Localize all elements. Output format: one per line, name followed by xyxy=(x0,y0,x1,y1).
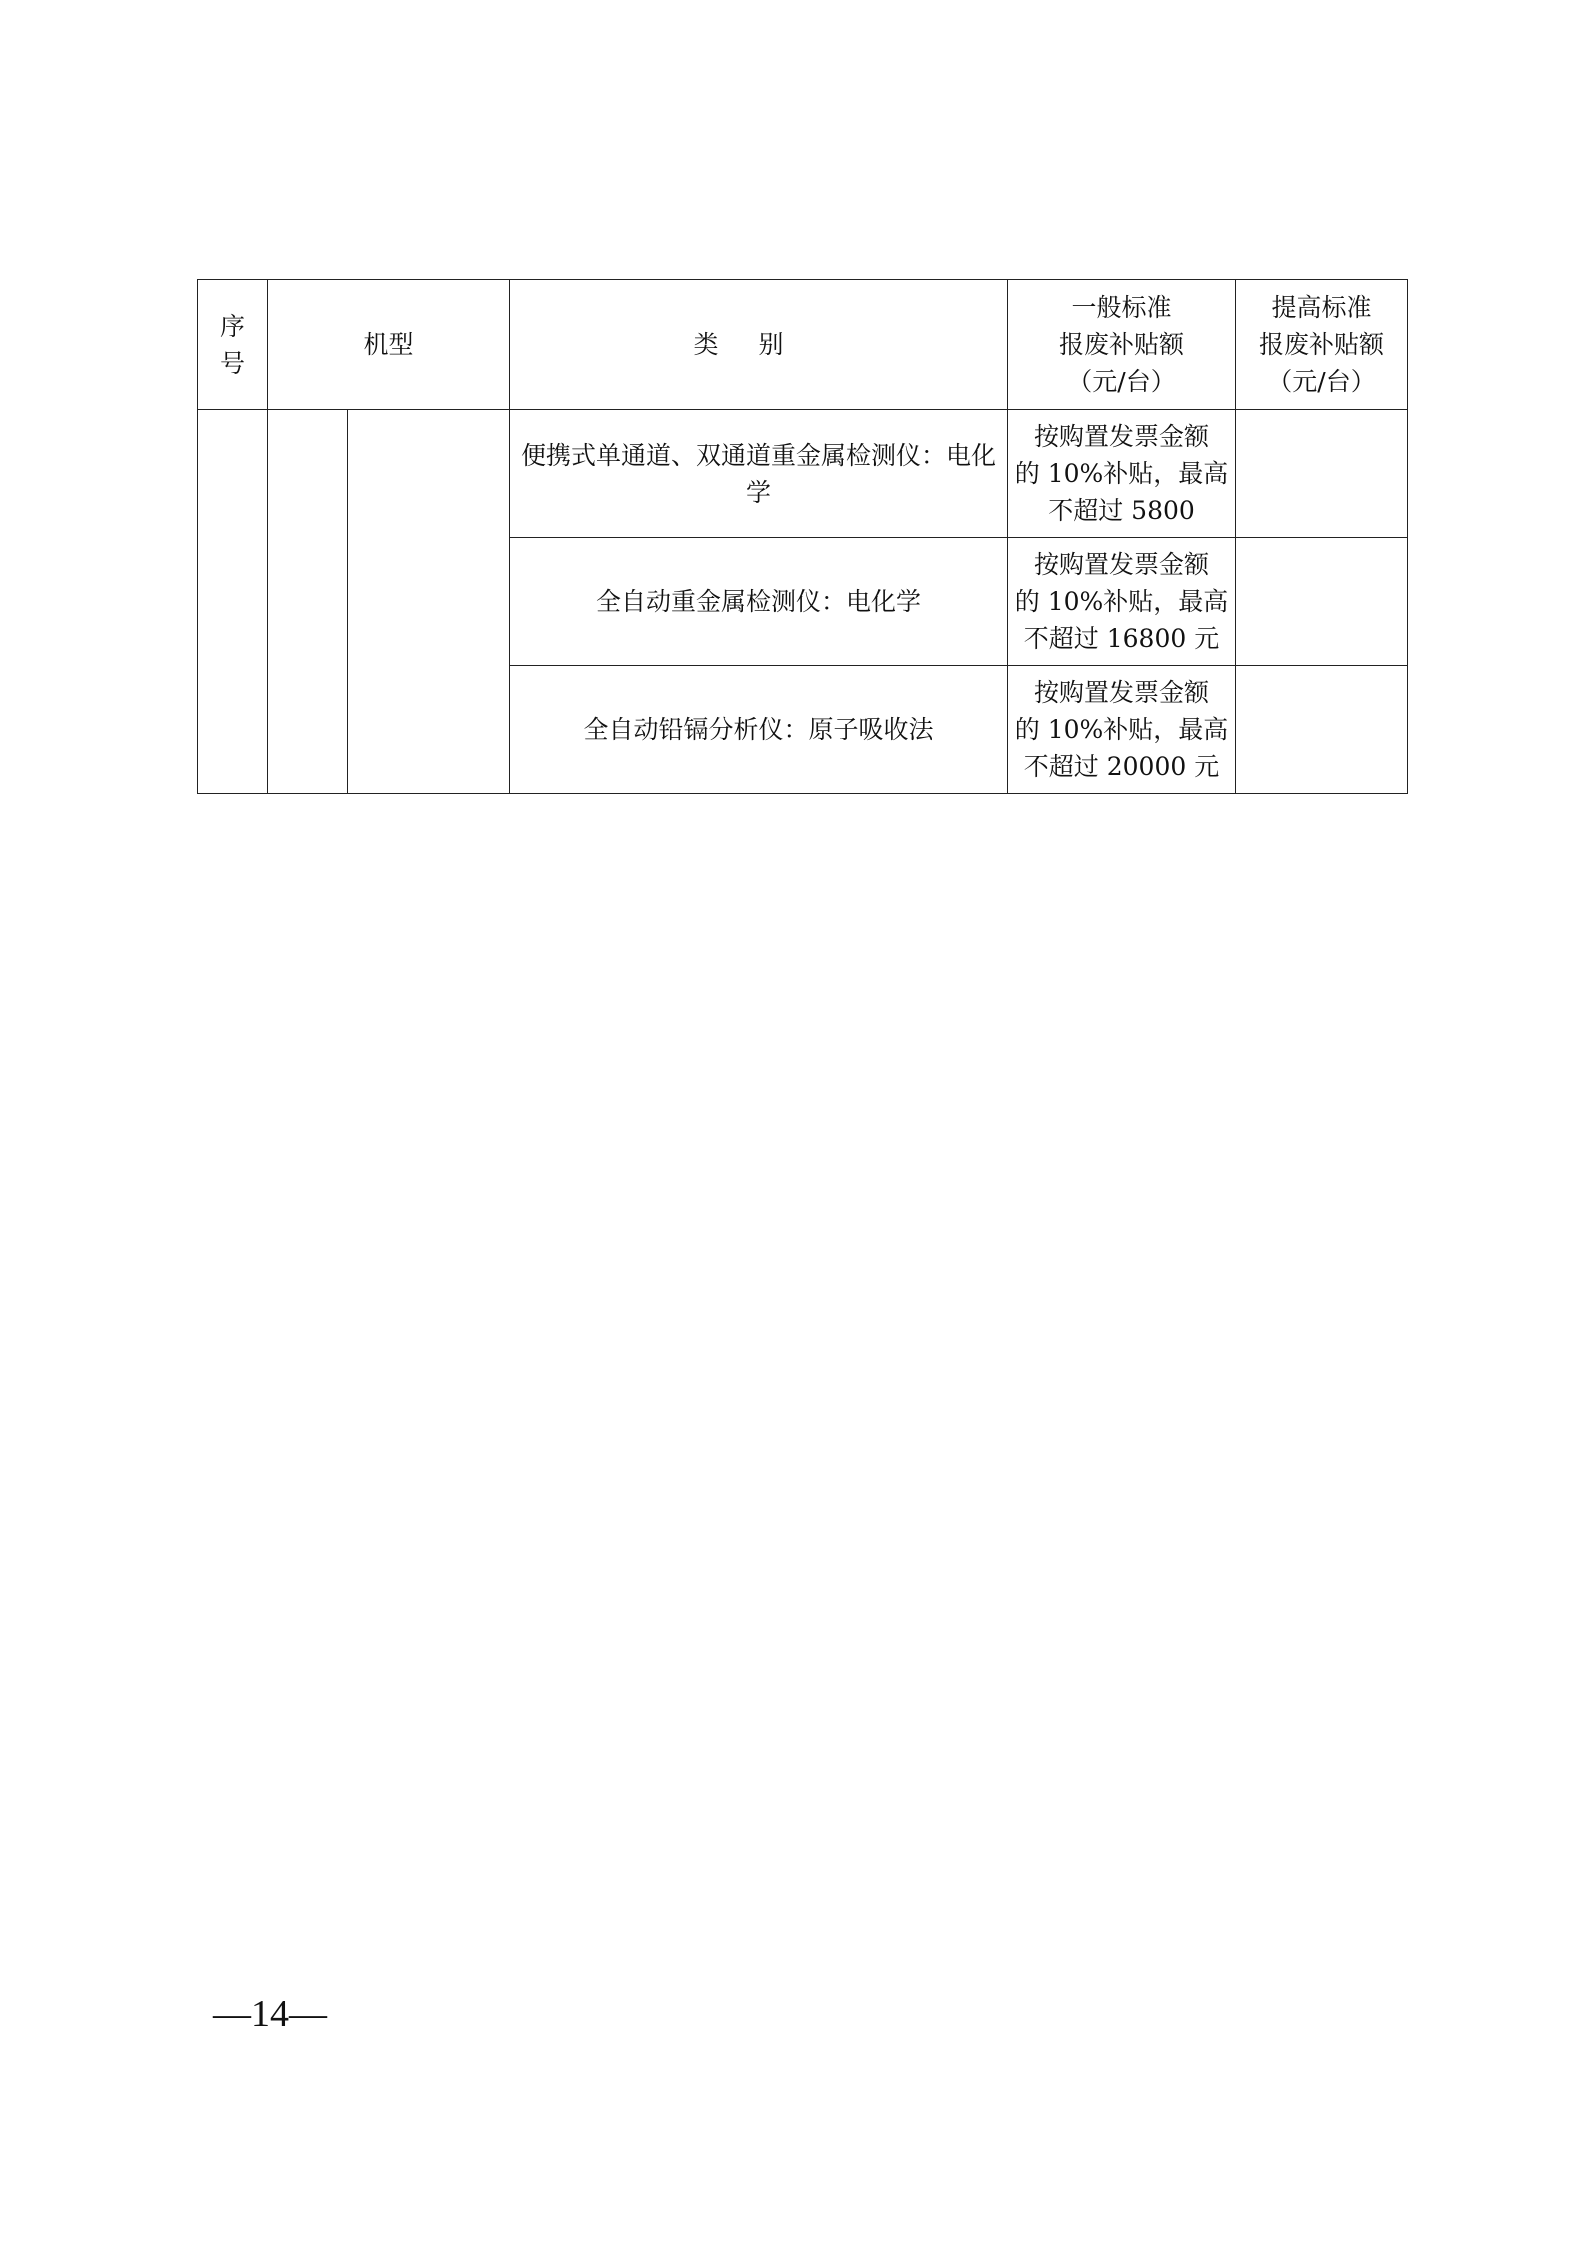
general-standard-cell: 按购置发票金额 的 10%补贴，最高 不超过 20000 元 xyxy=(1008,666,1236,794)
header-category: 类别 xyxy=(510,280,1008,410)
general-standard-cell: 按购置发票金额 的 10%补贴，最高 不超过 5800 xyxy=(1008,410,1236,538)
header-seq: 序 号 xyxy=(198,280,268,410)
table-row xyxy=(198,410,1408,538)
raised-standard-cell xyxy=(1236,538,1408,666)
raised-standard-cell xyxy=(1236,666,1408,794)
model-group-cell xyxy=(268,410,348,794)
page-number: —14— xyxy=(213,1993,327,2035)
category-cell: 便携式单通道、双通道重金属检测仪：电化学 xyxy=(510,410,1008,538)
header-general-standard: 一般标准 报废补贴额 （元/台） xyxy=(1008,280,1236,410)
subsidy-table xyxy=(197,279,1408,794)
header-model: 机型 xyxy=(268,280,510,410)
header-row xyxy=(198,280,1408,410)
model-subgroup-cell xyxy=(348,410,510,794)
category-cell: 全自动铅镉分析仪：原子吸收法 xyxy=(510,666,1008,794)
header-raised-standard: 提高标准 报废补贴额 （元/台） xyxy=(1236,280,1408,410)
raised-standard-cell xyxy=(1236,410,1408,538)
seq-cell xyxy=(198,410,268,794)
category-cell: 全自动重金属检测仪：电化学 xyxy=(510,538,1008,666)
general-standard-cell: 按购置发票金额 的 10%补贴，最高 不超过 16800 元 xyxy=(1008,538,1236,666)
